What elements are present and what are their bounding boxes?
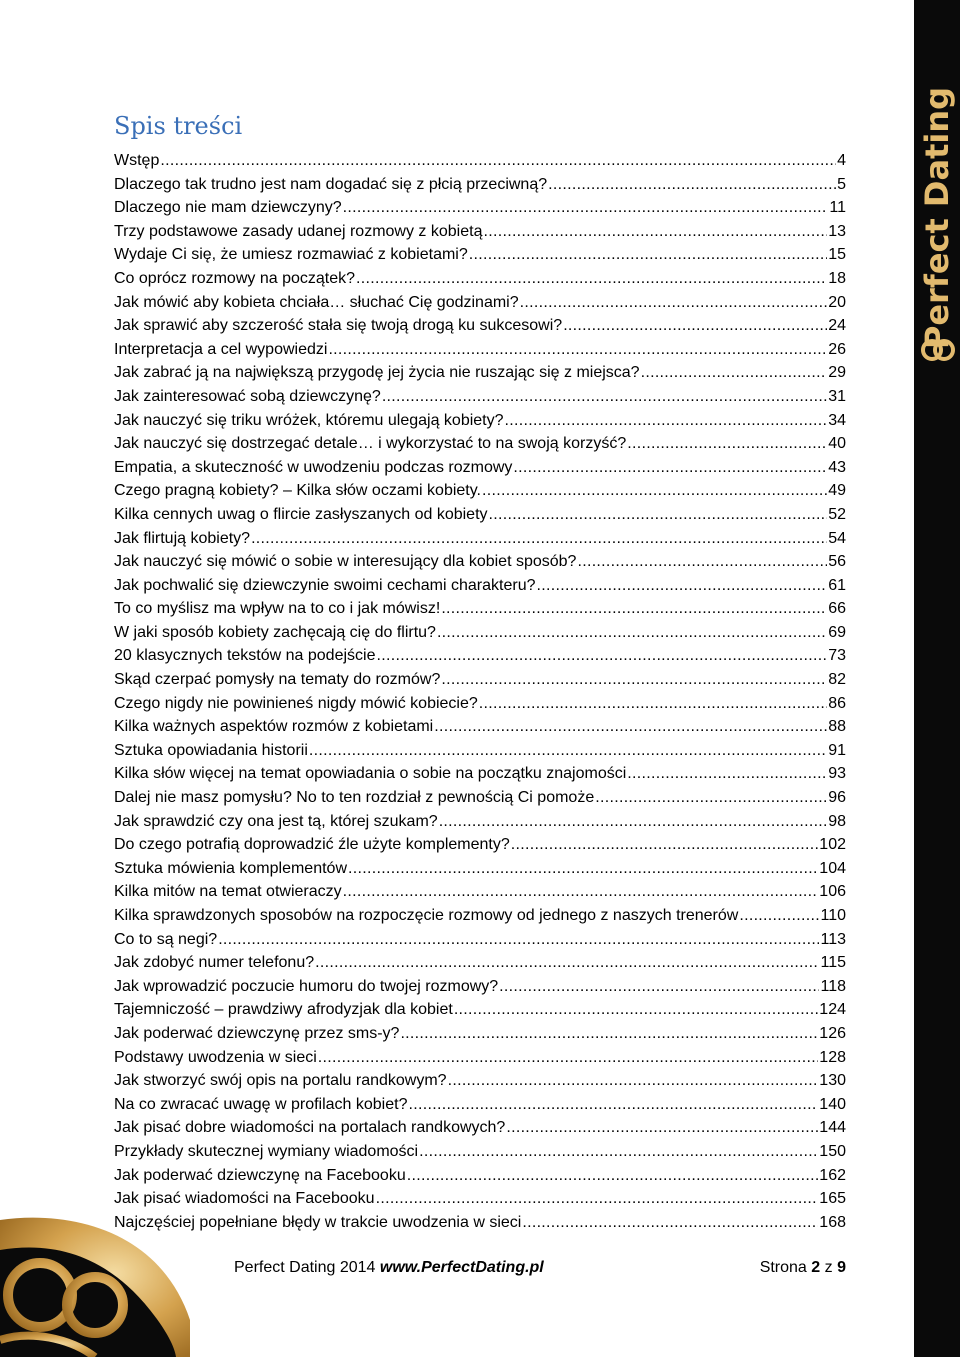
toc-entry[interactable] xyxy=(114,220,846,244)
table-of-contents xyxy=(114,149,846,1234)
toc-entry-page: 54 xyxy=(828,529,846,547)
toc-entry-page: 96 xyxy=(828,789,846,807)
toc-entry[interactable] xyxy=(114,173,846,197)
toc-entry-page: 130 xyxy=(819,1072,846,1090)
toc-entry-page: 106 xyxy=(819,883,846,901)
toc-entry-title: Co oprócz rozmowy na początek? xyxy=(114,269,355,287)
toc-dot-leader xyxy=(448,1069,819,1093)
toc-entry[interactable] xyxy=(114,1093,846,1117)
toc-entry-page: 73 xyxy=(828,647,846,665)
toc-dot-leader xyxy=(160,149,836,173)
toc-entry-title: Co to są negi? xyxy=(114,930,218,948)
toc-entry-page: 49 xyxy=(828,482,846,500)
toc-entry[interactable] xyxy=(114,503,846,527)
toc-entry-title: Dalej nie masz pomysłu? No to ten rozdział z pewnością Ci pomoże xyxy=(114,789,595,807)
toc-dot-leader xyxy=(482,479,827,503)
toc-entry-page: 128 xyxy=(819,1048,846,1066)
toc-entry-title: Jak zdobyć numer telefonu? xyxy=(114,954,315,972)
toc-dot-leader xyxy=(318,1046,819,1070)
toc-dot-leader xyxy=(595,786,827,810)
toc-dot-leader xyxy=(251,527,827,551)
toc-entry-title: Jak nauczyć się mówić o sobie w interesujący dla kobiet sposób? xyxy=(114,553,577,571)
toc-entry-page: 162 xyxy=(819,1166,846,1184)
page-total: 9 xyxy=(837,1259,846,1276)
toc-entry-page: 115 xyxy=(820,954,846,972)
toc-entry-title: Wydaje Ci się, że umiesz rozmawiać z kobietami? xyxy=(114,246,468,264)
toc-dot-leader xyxy=(400,1022,818,1046)
toc-entry[interactable] xyxy=(114,786,846,810)
toc-entry-title: Jak sprawdzić czy ona jest tą, której szukam? xyxy=(114,812,438,830)
toc-entry-page: 82 xyxy=(828,671,846,689)
toc-entry-page: 124 xyxy=(819,1001,846,1019)
toc-dot-leader xyxy=(469,243,827,267)
toc-dot-leader xyxy=(328,338,827,362)
page-footer xyxy=(234,1256,846,1280)
toc-entry[interactable] xyxy=(114,1211,846,1235)
toc-entry[interactable] xyxy=(114,385,846,409)
toc-dot-leader xyxy=(520,291,828,315)
toc-dot-leader xyxy=(499,975,819,999)
toc-entry[interactable] xyxy=(114,550,846,574)
toc-entry[interactable] xyxy=(114,668,846,692)
toc-entry-page: 29 xyxy=(828,364,846,382)
footer-url-link[interactable]: www.PerfectDating.pl xyxy=(379,1259,544,1276)
toc-entry-page: 98 xyxy=(828,812,846,830)
toc-entry-title: Sztuka mówienia komplementów xyxy=(114,859,347,877)
toc-entry-page: 24 xyxy=(828,317,846,335)
toc-entry-title: Trzy podstawowe zasady udanej rozmowy z kobietą xyxy=(114,222,483,240)
toc-entry[interactable] xyxy=(114,621,846,645)
toc-entry[interactable] xyxy=(114,928,846,952)
toc-entry[interactable] xyxy=(114,597,846,621)
toc-dot-leader xyxy=(577,550,827,574)
toc-entry-title: Jak nauczyć się triku wróżek, któremu ulegają kobiety? xyxy=(114,411,504,429)
toc-dot-leader xyxy=(537,574,828,598)
toc-entry-title: Jak sprawić aby szczerość stała się twoją drogą ku sukcesowi? xyxy=(114,317,563,335)
toc-entry-title: Kilka cennych uwag o flircie zasłyszanych od kobiety xyxy=(114,505,488,523)
toc-entry[interactable] xyxy=(114,715,846,739)
toc-entry[interactable] xyxy=(114,1046,846,1070)
page-sep: z xyxy=(824,1259,833,1276)
toc-entry[interactable] xyxy=(114,527,846,551)
toc-entry-page: 144 xyxy=(819,1119,846,1137)
toc-entry-page: 5 xyxy=(837,175,846,193)
toc-entry[interactable] xyxy=(114,291,846,315)
toc-entry-title: Jak mówić aby kobieta chciała… słuchać Cię godzinami? xyxy=(114,293,519,311)
toc-entry-page: 31 xyxy=(828,387,846,405)
toc-entry[interactable] xyxy=(114,456,846,480)
footer-text: Perfect Dating 2014 xyxy=(234,1259,376,1276)
toc-dot-leader xyxy=(739,904,819,928)
toc-entry[interactable] xyxy=(114,644,846,668)
toc-entry-title: Kilka mitów na temat otwieraczy xyxy=(114,883,342,901)
toc-entry-title: Czego pragną kobiety? – Kilka słów oczami kobiety. xyxy=(114,482,481,500)
toc-entry-title: 20 klasycznych tekstów na podejście xyxy=(114,647,376,665)
toc-entry-page: 150 xyxy=(819,1142,846,1160)
toc-entry[interactable] xyxy=(114,998,846,1022)
toc-entry-title: Kilka słów więcej na temat opowiadania o sobie na początku znajomości xyxy=(114,765,627,783)
toc-entry-title: Czego nigdy nie powinieneś nigdy mówić kobiecie? xyxy=(114,694,478,712)
toc-entry-title: Interpretacja a cel wypowiedzi xyxy=(114,340,328,358)
toc-dot-leader xyxy=(356,267,827,291)
toc-entry-page: 13 xyxy=(828,222,846,240)
toc-dot-leader xyxy=(218,928,819,952)
toc-entry[interactable] xyxy=(114,975,846,999)
toc-entry[interactable] xyxy=(114,1140,846,1164)
toc-entry-title: Najczęściej popełniane błędy w trakcie uwodzenia w sieci xyxy=(114,1213,522,1231)
toc-entry-title: Wstęp xyxy=(114,152,160,169)
toc-dot-leader xyxy=(382,385,827,409)
toc-entry[interactable] xyxy=(114,574,846,598)
toc-entry[interactable] xyxy=(114,409,846,433)
toc-dot-leader xyxy=(343,880,819,904)
toc-entry-title: Empatia, a skuteczność w uwodzeniu podczas rozmowy xyxy=(114,458,513,476)
toc-dot-leader xyxy=(641,361,828,385)
page-label: Strona xyxy=(759,1259,807,1276)
toc-entry[interactable] xyxy=(114,1187,846,1211)
toc-entry-title: Jak wprowadzić poczucie humoru do twojej rozmowy? xyxy=(114,977,499,995)
toc-dot-leader xyxy=(479,692,827,716)
toc-entry-page: 165 xyxy=(819,1190,846,1208)
toc-dot-leader xyxy=(441,597,827,621)
toc-entry-page: 91 xyxy=(828,741,846,759)
toc-entry-page: 43 xyxy=(828,458,846,476)
toc-entry[interactable] xyxy=(114,810,846,834)
toc-dot-leader xyxy=(511,833,819,857)
brand-name: Perfect Dating xyxy=(918,86,956,350)
toc-dot-leader xyxy=(376,644,827,668)
toc-dot-leader xyxy=(408,1093,818,1117)
toc-dot-leader xyxy=(513,456,827,480)
toc-entry-page: 52 xyxy=(828,505,846,523)
toc-dot-leader xyxy=(522,1211,818,1235)
toc-dot-leader xyxy=(563,314,827,338)
toc-entry-title: Jak zainteresować sobą dziewczynę? xyxy=(114,387,381,405)
toc-entry-title: Jak poderwać dziewczynę przez sms-y? xyxy=(114,1024,400,1042)
toc-entry[interactable] xyxy=(114,361,846,385)
toc-entry-page: 56 xyxy=(828,553,846,571)
toc-entry-page: 69 xyxy=(828,623,846,641)
toc-entry-page: 140 xyxy=(819,1095,846,1113)
toc-dot-leader xyxy=(505,409,828,433)
toc-entry[interactable] xyxy=(114,1022,846,1046)
toc-dot-leader xyxy=(419,1140,818,1164)
toc-entry-page: 126 xyxy=(819,1024,846,1042)
toc-entry[interactable] xyxy=(114,904,846,928)
toc-entry-title: Przykłady skutecznej wymiany wiadomości xyxy=(114,1142,419,1160)
toc-dot-leader xyxy=(343,196,829,220)
toc-entry-page: 168 xyxy=(819,1213,846,1231)
toc-dot-leader xyxy=(627,432,827,456)
toc-title: Spis treści xyxy=(114,112,243,140)
toc-entry-title: Podstawy uwodzenia w sieci xyxy=(114,1048,317,1066)
toc-entry[interactable] xyxy=(114,692,846,716)
toc-entry[interactable] xyxy=(114,314,846,338)
toc-entry-title: Skąd czerpać pomysły na tematy do rozmów? xyxy=(114,671,441,689)
toc-dot-leader xyxy=(437,621,827,645)
toc-entry-page: 102 xyxy=(819,836,846,854)
toc-entry-title: Jak poderwać dziewczynę na Facebooku xyxy=(114,1166,406,1184)
toc-entry[interactable] xyxy=(114,762,846,786)
toc-entry[interactable] xyxy=(114,338,846,362)
toc-dot-leader xyxy=(309,739,827,763)
toc-entry[interactable] xyxy=(114,833,846,857)
toc-entry[interactable] xyxy=(114,857,846,881)
toc-entry-title: Dlaczego tak trudno jest nam dogadać się z płcią przeciwną? xyxy=(114,175,548,193)
toc-entry[interactable] xyxy=(114,267,846,291)
brand-logo-icon xyxy=(920,330,956,370)
toc-entry-title: Sztuka opowiadania historii xyxy=(114,741,308,759)
toc-dot-leader xyxy=(439,810,828,834)
toc-entry[interactable] xyxy=(114,739,846,763)
toc-entry-title: Kilka ważnych aspektów rozmów z kobietami xyxy=(114,718,434,736)
toc-entry-page: 18 xyxy=(828,269,846,287)
page-current: 2 xyxy=(811,1259,821,1276)
toc-entry-title: Jak stworzyć swój opis na portalu randkowym? xyxy=(114,1072,447,1090)
footer-credit xyxy=(234,1256,544,1280)
toc-entry-page: 88 xyxy=(828,718,846,736)
toc-dot-leader xyxy=(627,762,827,786)
toc-entry[interactable] xyxy=(114,196,846,220)
toc-entry-page: 104 xyxy=(819,859,846,877)
toc-entry-title: Na co zwracać uwagę w profilach kobiet? xyxy=(114,1095,408,1113)
toc-entry-page: 15 xyxy=(828,246,846,264)
toc-entry-page: 110 xyxy=(820,907,846,924)
toc-entry-page: 86 xyxy=(828,694,846,712)
toc-dot-leader xyxy=(407,1164,819,1188)
toc-entry-page: 34 xyxy=(828,411,846,429)
toc-entry-page: 11 xyxy=(829,199,846,217)
toc-entry-page: 4 xyxy=(837,152,846,169)
toc-dot-leader xyxy=(441,668,827,692)
toc-entry-page: 113 xyxy=(820,930,846,948)
toc-entry-title: Jak pochwalić się dziewczynie swoimi cechami charakteru? xyxy=(114,576,536,594)
toc-dot-leader xyxy=(489,503,828,527)
toc-entry-title: Kilka sprawdzonych sposobów na rozpoczęcie rozmowy od jednego z naszych trenerów xyxy=(114,907,739,924)
toc-entry-page: 93 xyxy=(828,765,846,783)
toc-entry[interactable] xyxy=(114,479,846,503)
toc-dot-leader xyxy=(315,951,819,975)
toc-dot-leader xyxy=(506,1116,818,1140)
toc-dot-leader xyxy=(548,173,836,197)
toc-entry-page: 118 xyxy=(820,977,846,995)
toc-entry-title: Jak zabrać ją na największą przygodę jej życia nie ruszając się z miejsca? xyxy=(114,364,640,382)
toc-entry[interactable] xyxy=(114,149,846,173)
toc-entry-title: Tajemniczość – prawdziwy afrodyzjak dla kobiet xyxy=(114,1001,453,1019)
toc-dot-leader xyxy=(434,715,827,739)
toc-entry-title: Jak nauczyć się dostrzegać detale… i wykorzystać to na swoją korzyść? xyxy=(114,435,627,453)
toc-entry-title: Dlaczego nie mam dziewczyny? xyxy=(114,199,342,217)
toc-entry-title: Do czego potrafią doprowadzić źle użyte komplementy? xyxy=(114,836,510,854)
toc-entry-title: Jak pisać wiadomości na Facebooku xyxy=(114,1190,375,1208)
toc-entry-title: W jaki sposób kobiety zachęcają cię do flirtu? xyxy=(114,623,436,641)
page-number xyxy=(760,1256,846,1280)
toc-entry[interactable] xyxy=(114,880,846,904)
toc-entry-title: To co myślisz ma wpływ na to co i jak mówisz! xyxy=(114,600,441,618)
toc-dot-leader xyxy=(483,220,827,244)
toc-entry-title: Jak pisać dobre wiadomości na portalach randkowych? xyxy=(114,1119,506,1137)
toc-entry-page: 20 xyxy=(828,293,846,311)
toc-entry-page: 40 xyxy=(828,435,846,453)
toc-dot-leader xyxy=(376,1187,819,1211)
toc-entry[interactable] xyxy=(114,951,846,975)
toc-dot-leader xyxy=(454,998,818,1022)
toc-entry[interactable] xyxy=(114,432,846,456)
toc-dot-leader xyxy=(348,857,818,881)
toc-entry[interactable] xyxy=(114,1069,846,1093)
toc-entry-title: Jak flirtują kobiety? xyxy=(114,529,251,547)
toc-entry-page: 61 xyxy=(828,576,846,594)
toc-entry-page: 26 xyxy=(828,340,846,358)
toc-entry-page: 66 xyxy=(828,600,846,618)
toc-entry[interactable] xyxy=(114,243,846,267)
toc-entry[interactable] xyxy=(114,1164,846,1188)
toc-entry[interactable] xyxy=(114,1116,846,1140)
